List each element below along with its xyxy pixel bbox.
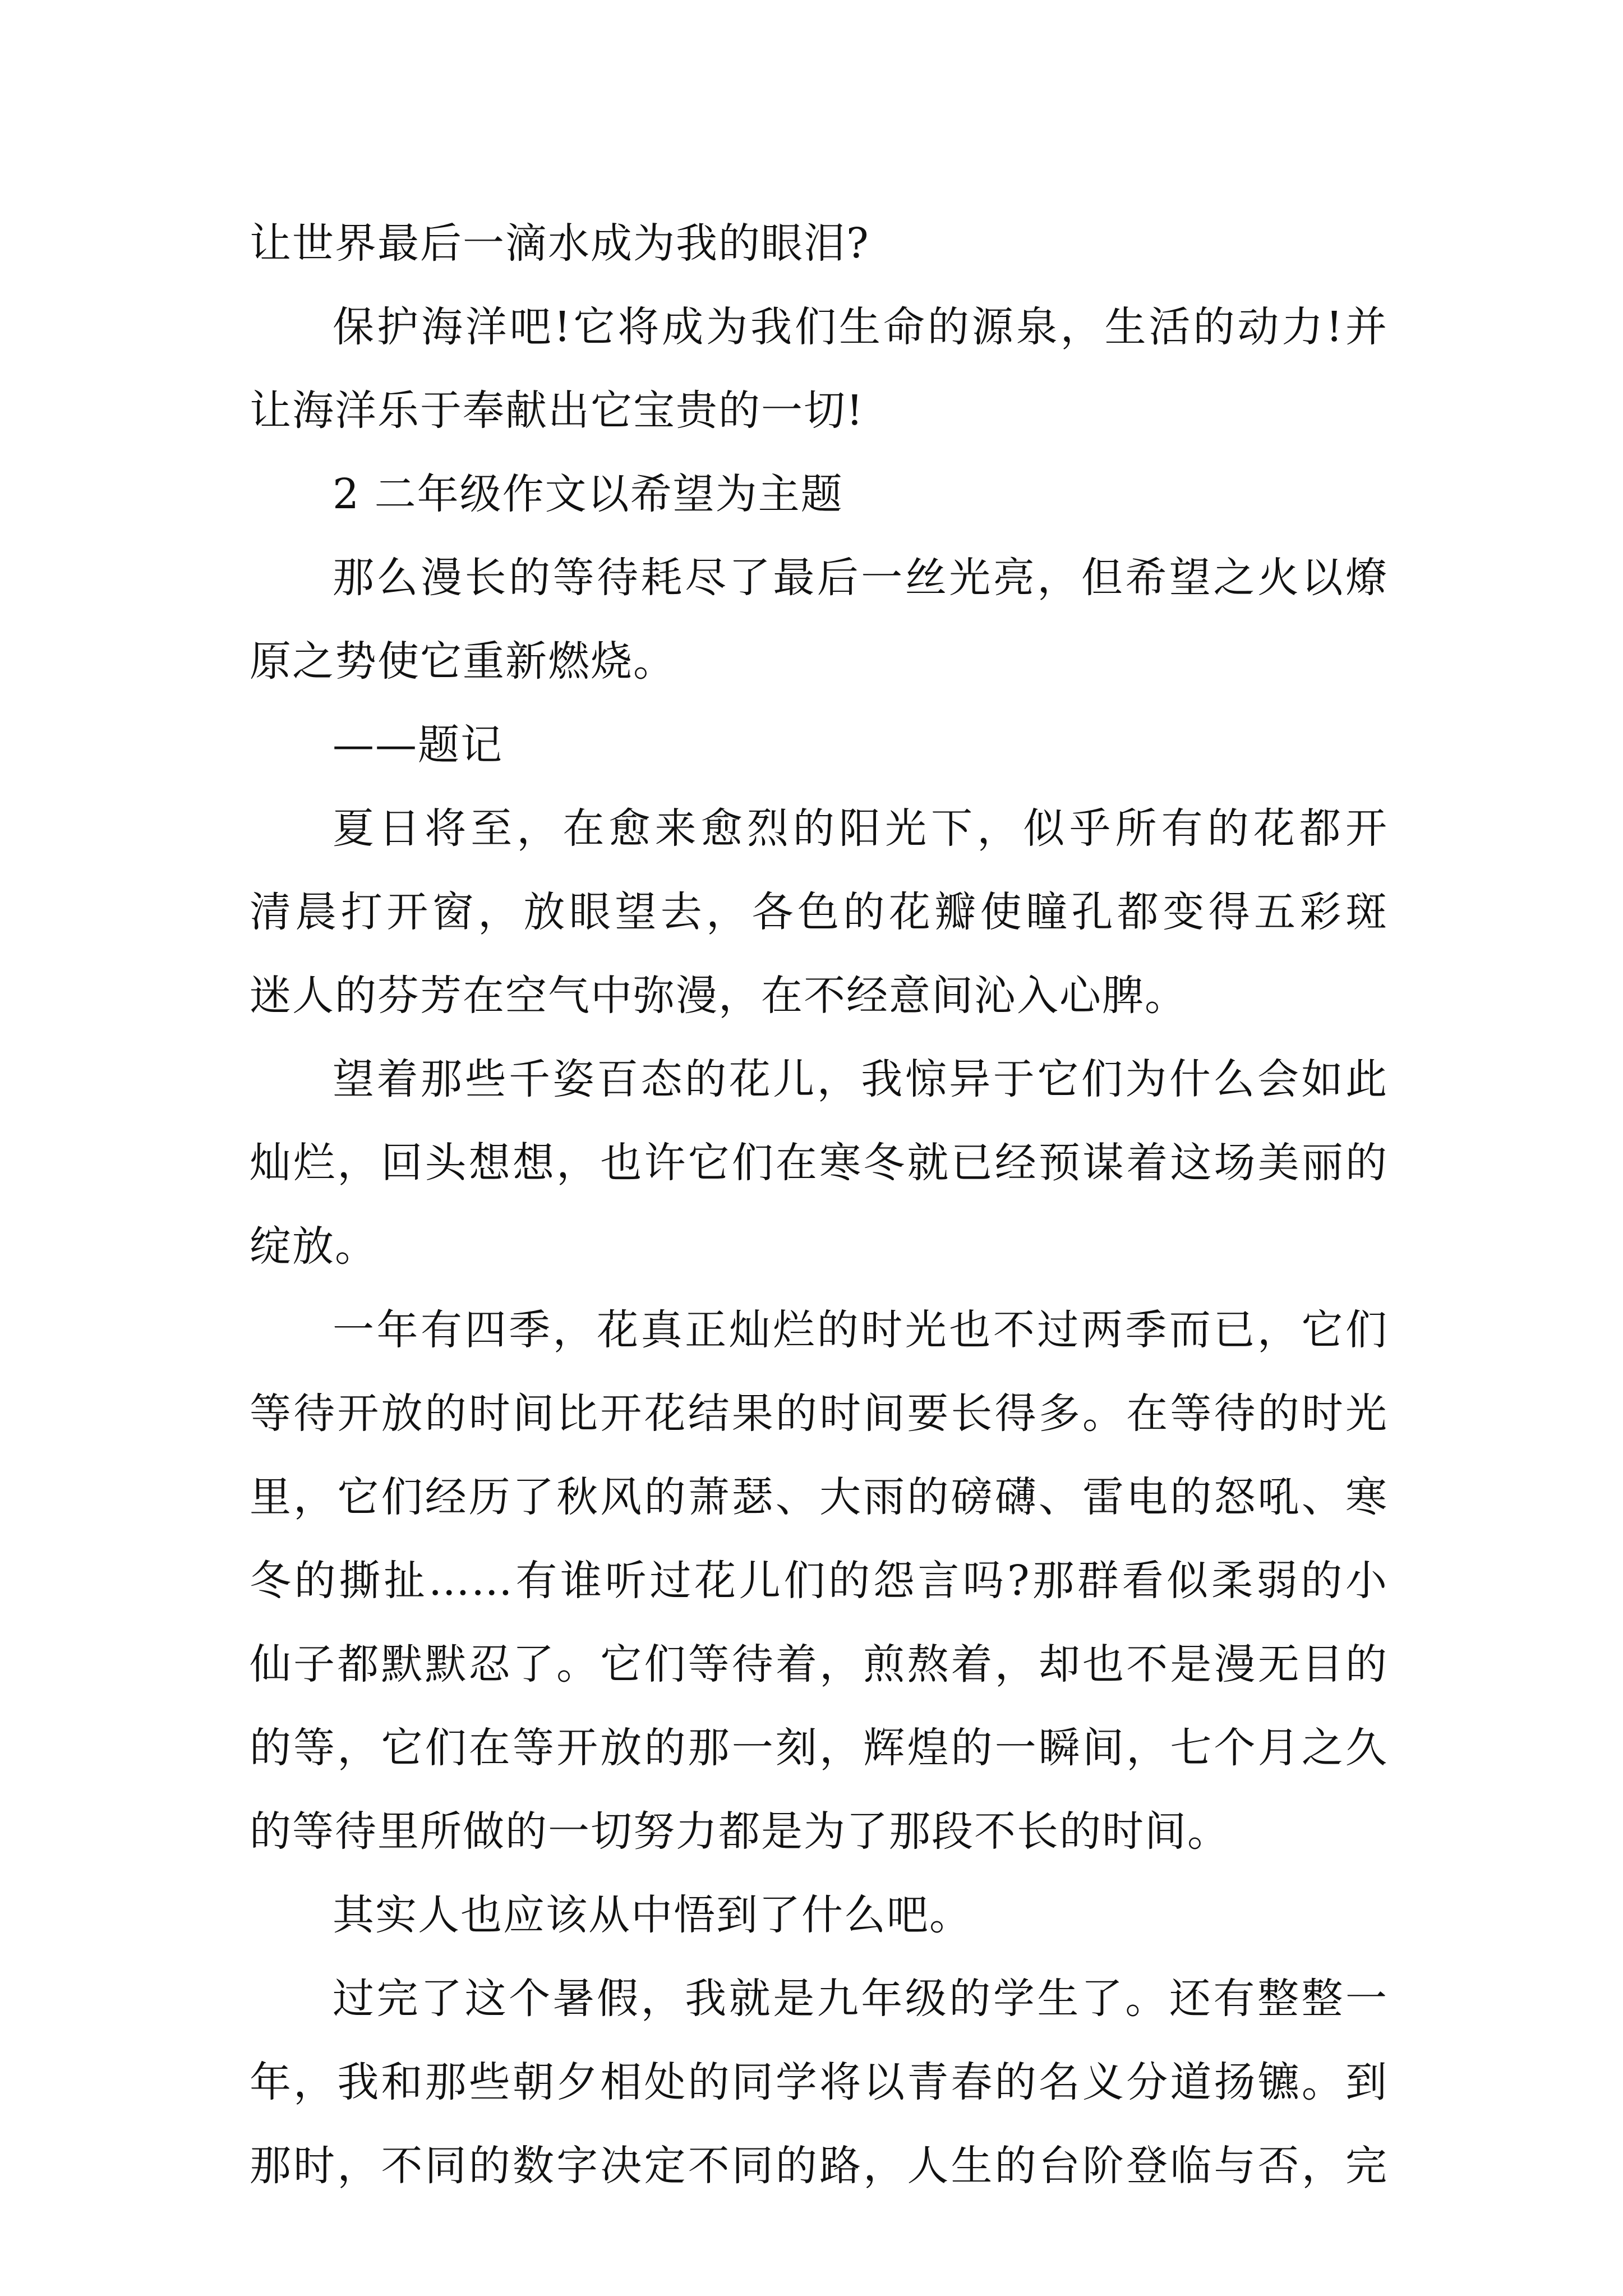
text-line: 望着那些千姿百态的花儿，我惊异于它们为什么会如此	[333, 1055, 1388, 1103]
text-line: 过完了这个暑假，我就是九年级的学生了。还有整整一	[333, 1975, 1388, 2023]
section-heading: 2 二年级作文以希望为主题	[333, 470, 843, 518]
text-line: 让世界最后一滴水成为我的眼泪?	[250, 219, 870, 268]
text-line: 等待开放的时间比开花结果的时间要长得多。在等待的时光	[250, 1389, 1388, 1438]
text-line: 的等，它们在等开放的那一刻，辉煌的一瞬间，七个月之久	[250, 1724, 1388, 1772]
text-line: 让海洋乐于奉献出它宝贵的一切!	[250, 386, 864, 435]
text-line: 一年有四季，花真正灿烂的时光也不过两季而已，它们	[333, 1306, 1388, 1354]
text-line: 清晨打开窗，放眼望去，各色的花瓣使瞳孔都变得五彩斑	[250, 888, 1388, 936]
text-line: 冬的撕扯……有谁听过花儿们的怨言吗?那群看似柔弱的小	[250, 1557, 1388, 1605]
text-line: 仙子都默默忍了。它们等待着，煎熬着，却也不是漫无目的	[250, 1640, 1388, 1688]
text-line: 里，它们经历了秋风的萧瑟、大雨的磅礴、雷电的怒吼、寒	[250, 1473, 1388, 1521]
text-line: 那时，不同的数字决定不同的路，人生的台阶登临与否，完	[250, 2142, 1388, 2190]
text-line: 迷人的芬芳在空气中弥漫，在不经意间沁入心脾。	[250, 972, 1187, 1020]
text-line: 年，我和那些朝夕相处的同学将以青春的名义分道扬镳。到	[250, 2058, 1388, 2106]
text-line: 绽放。	[250, 1222, 377, 1271]
text-line: 那么漫长的等待耗尽了最后一丝光亮，但希望之火以燎	[333, 554, 1388, 602]
text-line: 的等待里所做的一切努力都是为了那段不长的时间。	[250, 1807, 1230, 1856]
text-line: 夏日将至，在愈来愈烈的阳光下，似乎所有的花都开	[333, 804, 1388, 853]
text-line: 原之势使它重新燃烧。	[250, 637, 676, 685]
text-line: 灿烂，回头想想，也许它们在寒冬就已经预谋着这场美丽的	[250, 1139, 1388, 1187]
text-line: 保护海洋吧!它将成为我们生命的源泉，生活的动力!并	[333, 303, 1388, 351]
text-line: 其实人也应该从中悟到了什么吧。	[333, 1891, 972, 1939]
document-page	[250, 202, 1388, 2208]
epigraph-attribution: ——题记	[333, 721, 503, 769]
